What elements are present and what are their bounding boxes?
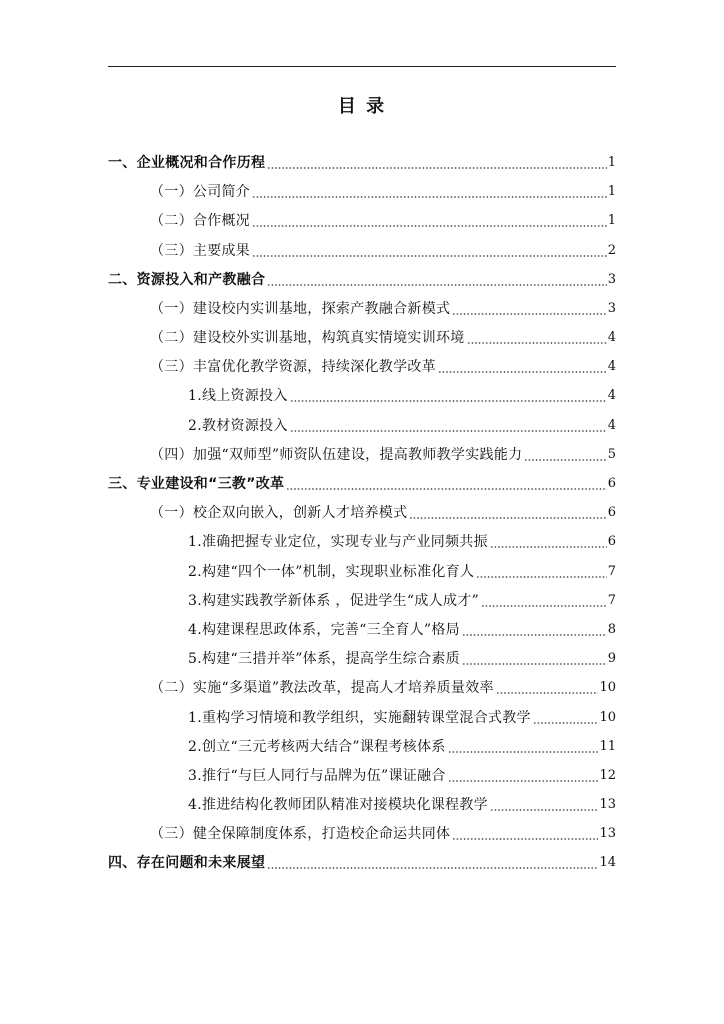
- toc-subsection-entry: [108, 178, 616, 207]
- toc-entry-label: 2.创立“三元考核两大结合”课程考核体系: [188, 738, 446, 755]
- toc-item-entry: [108, 615, 616, 644]
- toc-section-entry: [108, 148, 616, 177]
- dot-leader: [267, 855, 598, 871]
- toc-entry-page: 4: [607, 417, 616, 433]
- toc-item-entry: [108, 411, 616, 440]
- dot-leader: [267, 272, 606, 288]
- toc-entry-label: （四）加强“双师型”师资队伍建设，提高教师教学实践能力: [150, 446, 523, 463]
- dot-leader: [462, 651, 607, 667]
- dot-leader: [467, 330, 607, 346]
- toc-entry-page: 11: [599, 738, 616, 754]
- toc-entry-label: （二）建设校外实训基地，构筑真实情境实训环境: [150, 330, 465, 347]
- toc-entry-label: （二）实施“多渠道”教法改革，提高人才培养质量效率: [150, 680, 494, 697]
- toc-entry-page: 1: [607, 184, 616, 200]
- toc-entry-label: 一、企业概况和合作历程: [108, 154, 266, 171]
- toc-subsection-entry: [108, 324, 616, 353]
- toc-entry-label: 二、资源投入和产教融合: [108, 271, 266, 288]
- toc-entry-label: （二）合作概况: [150, 213, 251, 230]
- toc-subsection-entry: [108, 353, 616, 382]
- toc-entry-label: 1.重构学习情境和教学组织，实施翻转课堂混合式教学: [188, 709, 531, 726]
- toc-subsection-entry: [108, 440, 616, 469]
- toc-entry-label: （一）公司简介: [150, 184, 251, 201]
- toc-entry-label: 3.构建实践教学新体系 ，促进学生“成人成才”: [188, 592, 480, 609]
- dot-leader: [267, 155, 606, 171]
- toc-item-entry: [108, 732, 616, 761]
- dot-leader: [448, 768, 599, 784]
- toc-entry-page: 13: [599, 826, 616, 842]
- dot-leader: [286, 476, 606, 492]
- toc-item-entry: [108, 791, 616, 820]
- toc-entry-label: 1.线上资源投入: [188, 388, 288, 405]
- dot-leader: [533, 710, 599, 726]
- toc-entry-label: 3.推行“与巨人同行与品牌为伍”课证融合: [188, 767, 446, 784]
- toc-subsection-entry: [108, 820, 616, 849]
- toc-entry-label: （三）主要成果: [150, 242, 251, 259]
- toc-entry-page: 10: [599, 680, 616, 696]
- dot-leader: [490, 797, 598, 813]
- toc-entry-label: 四、存在问题和未来展望: [108, 855, 266, 872]
- toc-entry-page: 12: [599, 767, 616, 783]
- dot-leader: [524, 447, 606, 463]
- toc-entry-page: 10: [599, 709, 616, 725]
- toc-entry-page: 2: [607, 242, 616, 258]
- toc-entry-page: 8: [607, 621, 616, 637]
- dot-leader: [290, 388, 607, 404]
- toc-item-entry: [108, 557, 616, 586]
- toc-entry-label: 5.构建“三措并举”体系，提高学生综合素质: [188, 651, 460, 668]
- toc-item-entry: [108, 382, 616, 411]
- toc-section-entry: [108, 469, 616, 498]
- dot-leader: [409, 505, 606, 521]
- toc-entry-page: 6: [607, 505, 616, 521]
- toc-entry-label: 三、专业建设和“三教”改革: [108, 476, 285, 493]
- toc-entry-label: 2.构建“四个一体”机制，实现职业标准化育人: [188, 563, 475, 580]
- dot-leader: [290, 418, 607, 434]
- dot-leader: [438, 359, 607, 375]
- toc-entry-page: 4: [607, 359, 616, 375]
- toc-entry-label: 1.准确把握专业定位，实现专业与产业同频共振: [188, 534, 488, 551]
- toc-entry-page: 13: [599, 797, 616, 813]
- toc-entry-label: 2.教材资源投入: [188, 417, 288, 434]
- toc-entry-page: 5: [607, 446, 616, 462]
- dot-leader: [496, 680, 599, 696]
- toc-subsection-entry: [108, 207, 616, 236]
- toc-subsection-entry: [108, 674, 616, 703]
- toc-item-entry: [108, 586, 616, 615]
- toc-entry-label: （一）校企双向嵌入，创新人才培养模式: [150, 505, 408, 522]
- dot-leader: [481, 593, 607, 609]
- toc-entry-label: 4.构建课程思政体系，完善“三全育人”格局: [188, 621, 460, 638]
- toc-entry-page: 3: [607, 300, 616, 316]
- toc-entry-label: 4.推进结构化教师团队精准对接模块化课程教学: [188, 797, 488, 814]
- toc-section-entry: [108, 849, 616, 878]
- dot-leader: [452, 826, 598, 842]
- toc-entry-page: 14: [599, 855, 616, 871]
- toc-title: 目 录: [337, 96, 387, 117]
- toc-subsection-entry: [108, 499, 616, 528]
- toc-entry-page: 4: [607, 388, 616, 404]
- toc-section-entry: [108, 265, 616, 294]
- toc-entry-page: 6: [607, 476, 616, 492]
- dot-leader: [462, 622, 607, 638]
- toc-entry-page: 1: [607, 154, 616, 170]
- dot-leader: [490, 534, 607, 550]
- toc-entry-page: 1: [607, 213, 616, 229]
- dot-leader: [476, 564, 606, 580]
- toc-entry-page: 6: [607, 534, 616, 550]
- toc-entry-page: 3: [607, 271, 616, 287]
- toc-subsection-entry: [108, 294, 616, 323]
- toc-item-entry: [108, 761, 616, 790]
- dot-leader: [448, 739, 599, 755]
- toc-entry-label: （三）丰富优化教学资源，持续深化教学改革: [150, 359, 436, 376]
- toc-entry-page: 7: [607, 592, 616, 608]
- toc-entry-label: （三）健全保障制度体系，打造校企命运共同体: [150, 826, 451, 843]
- toc-item-entry: [108, 528, 616, 557]
- dot-leader: [252, 243, 607, 259]
- dot-leader: [452, 301, 606, 317]
- toc-entry-label: （一）建设校内实训基地，探索产教融合新模式: [150, 300, 451, 317]
- toc-entry-page: 7: [607, 563, 616, 579]
- toc-subsection-entry: [108, 236, 616, 265]
- toc-item-entry: [108, 645, 616, 674]
- dot-leader: [252, 184, 607, 200]
- dot-leader: [252, 213, 607, 229]
- table-of-contents: [108, 148, 616, 878]
- toc-entry-page: 9: [607, 651, 616, 667]
- header-rule: [108, 66, 616, 67]
- toc-entry-page: 4: [607, 330, 616, 346]
- toc-item-entry: [108, 703, 616, 732]
